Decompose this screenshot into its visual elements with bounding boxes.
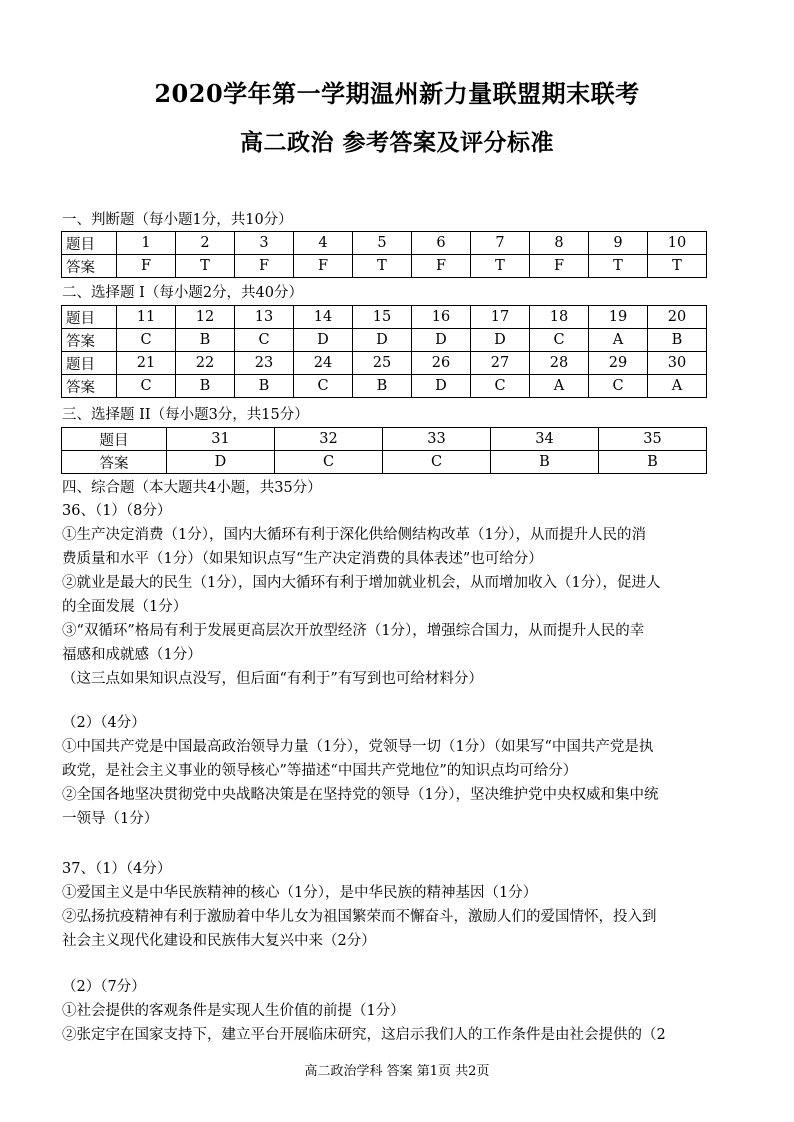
- q36-2-header: （2）（4分）: [62, 715, 146, 731]
- answer-cell: B: [648, 329, 707, 352]
- section2-table: [61, 305, 707, 398]
- table-row: [62, 232, 707, 255]
- answer-cell: T: [648, 255, 707, 278]
- answer-cell: F: [412, 255, 471, 278]
- answer-cell: B: [176, 375, 235, 398]
- question-cell: 4: [294, 232, 353, 255]
- row-label: 答案: [62, 451, 167, 474]
- answer-line: ②全国各地坚决贯彻党中央战略决策是在坚持党的领导（1分），坚决维护党中央权威和集中统: [62, 787, 659, 803]
- page-subtitle: 高二政治 参考答案及评分标准: [239, 129, 554, 156]
- table-row: [62, 451, 707, 474]
- question-cell: 26: [412, 352, 471, 375]
- question-cell: 3: [235, 232, 294, 255]
- question-cell: 35: [599, 428, 707, 451]
- answer-cell: T: [471, 255, 530, 278]
- answer-cell: C: [530, 329, 589, 352]
- answer-line: 一领导（1分）: [62, 811, 159, 827]
- question-cell: 15: [353, 306, 412, 329]
- question-cell: 17: [471, 306, 530, 329]
- answer-cell: C: [471, 375, 530, 398]
- question-cell: 6: [412, 232, 471, 255]
- table-row: [62, 306, 707, 329]
- question-cell: 7: [471, 232, 530, 255]
- answer-line: ①爱国主义是中华民族精神的核心（1分），是中华民族的精神基因（1分）: [62, 885, 538, 901]
- question-cell: 28: [530, 352, 589, 375]
- table-row: [62, 329, 707, 352]
- table-row: [62, 352, 707, 375]
- answer-cell: B: [599, 451, 707, 474]
- answer-line: ①中国共产党是中国最高政治领导力量（1分），党领导一切（1分）（如果写“中国共产党是执: [62, 739, 654, 755]
- question-cell: 33: [383, 428, 491, 451]
- page-title: 2020学年第一学期温州新力量联盟期末联考: [154, 79, 640, 108]
- question-cell: 11: [117, 306, 176, 329]
- question-cell: 14: [294, 306, 353, 329]
- question-cell: 24: [294, 352, 353, 375]
- q37-2-header: （2）（7分）: [62, 979, 146, 995]
- row-label: 答案: [62, 255, 117, 278]
- table-row: [62, 375, 707, 398]
- answer-line: ①社会提供的客观条件是实现人生价值的前提（1分）: [62, 1003, 405, 1019]
- answer-cell: C: [117, 375, 176, 398]
- question-cell: 32: [275, 428, 383, 451]
- section2-heading: 二、选择题 I（每小题2分，共40分）: [62, 285, 304, 301]
- answer-note: （这三点如果知识点没写，但后面“有利于”有写到也可给材料分）: [62, 671, 483, 687]
- answer-cell: B: [176, 329, 235, 352]
- answer-cell: T: [589, 255, 648, 278]
- question-cell: 5: [353, 232, 412, 255]
- table-row: [62, 255, 707, 278]
- section3-table: [61, 427, 707, 474]
- answer-line: 政党，是社会主义事业的领导核心”等描述“中国共产党地位”的知识点均可给分）: [62, 763, 578, 779]
- answer-cell: D: [167, 451, 275, 474]
- answer-line: ①生产决定消费（1分），国内大循环有利于深化供给侧结构改革（1分），从而提升人民的消: [62, 527, 646, 543]
- answer-cell: D: [294, 329, 353, 352]
- row-label: 答案: [62, 375, 117, 398]
- question-cell: 25: [353, 352, 412, 375]
- section4-heading: 四、综合题（本大题共4小题，共35分）: [62, 480, 322, 496]
- answer-cell: C: [589, 375, 648, 398]
- answer-cell: T: [176, 255, 235, 278]
- question-cell: 16: [412, 306, 471, 329]
- answer-cell: T: [353, 255, 412, 278]
- row-label: 题目: [62, 232, 117, 255]
- answer-cell: A: [530, 375, 589, 398]
- row-label: 题目: [62, 306, 117, 329]
- question-cell: 34: [491, 428, 599, 451]
- answer-cell: A: [648, 375, 707, 398]
- answer-line: 福感和成就感（1分）: [62, 647, 202, 663]
- answer-cell: B: [491, 451, 599, 474]
- question-cell: 13: [235, 306, 294, 329]
- question-cell: 18: [530, 306, 589, 329]
- row-label: 答案: [62, 329, 117, 352]
- question-cell: 23: [235, 352, 294, 375]
- answer-line: ②就业是最大的民生（1分），国内大循环有利于增加就业机会，从而增加收入（1分），促进人: [62, 575, 661, 591]
- section1-table: [61, 231, 707, 278]
- question-cell: 20: [648, 306, 707, 329]
- question-cell: 29: [589, 352, 648, 375]
- question-cell: 19: [589, 306, 648, 329]
- answer-line: ③“双循环”格局有利于发展更高层次开放型经济（1分），增强综合国力，从而提升人民的幸: [62, 623, 645, 639]
- answer-line: 费质量和水平（1分）（如果知识点写“生产决定消费的具体表述”也可给分）: [62, 551, 543, 567]
- page-footer: 高二政治学科 答案 第1页 共2页: [304, 1064, 490, 1079]
- row-label: 题目: [62, 428, 167, 451]
- answer-cell: D: [471, 329, 530, 352]
- question-cell: 8: [530, 232, 589, 255]
- answer-cell: F: [530, 255, 589, 278]
- question-cell: 9: [589, 232, 648, 255]
- answer-cell: B: [353, 375, 412, 398]
- section3-heading: 三、选择题 II（每小题3分，共15分）: [62, 407, 309, 423]
- answer-cell: F: [117, 255, 176, 278]
- question-cell: 31: [167, 428, 275, 451]
- table-row: [62, 428, 707, 451]
- answer-cell: C: [117, 329, 176, 352]
- answer-cell: C: [383, 451, 491, 474]
- question-cell: 21: [117, 352, 176, 375]
- question-cell: 12: [176, 306, 235, 329]
- answer-cell: C: [235, 329, 294, 352]
- answer-cell: A: [589, 329, 648, 352]
- answer-cell: B: [235, 375, 294, 398]
- answer-cell: F: [294, 255, 353, 278]
- answer-cell: F: [235, 255, 294, 278]
- answer-cell: C: [275, 451, 383, 474]
- answer-cell: D: [412, 329, 471, 352]
- question-cell: 2: [176, 232, 235, 255]
- answer-line: 社会主义现代化建设和民族伟大复兴中来（2分）: [62, 933, 376, 949]
- answer-line: 的全面发展（1分）: [62, 599, 188, 615]
- question-cell: 27: [471, 352, 530, 375]
- question-cell: 30: [648, 352, 707, 375]
- q37-1-header: 37、（1）（4分）: [62, 861, 172, 877]
- answer-line: ②弘扬抗疫精神有利于激励着中华儿女为祖国繁荣而不懈奋斗，激励人们的爱国情怀，投入到: [62, 909, 657, 925]
- answer-line: ②张定宇在国家支持下，建立平台开展临床研究，这启示我们人的工作条件是由社会提供的（2: [62, 1027, 666, 1043]
- row-label: 题目: [62, 352, 117, 375]
- answer-cell: D: [412, 375, 471, 398]
- answer-cell: D: [353, 329, 412, 352]
- section1-heading: 一、判断题（每小题1分，共10分）: [62, 212, 293, 228]
- answer-cell: C: [294, 375, 353, 398]
- q36-1-header: 36、（1）（8分）: [62, 503, 172, 519]
- question-cell: 22: [176, 352, 235, 375]
- question-cell: 10: [648, 232, 707, 255]
- question-cell: 1: [117, 232, 176, 255]
